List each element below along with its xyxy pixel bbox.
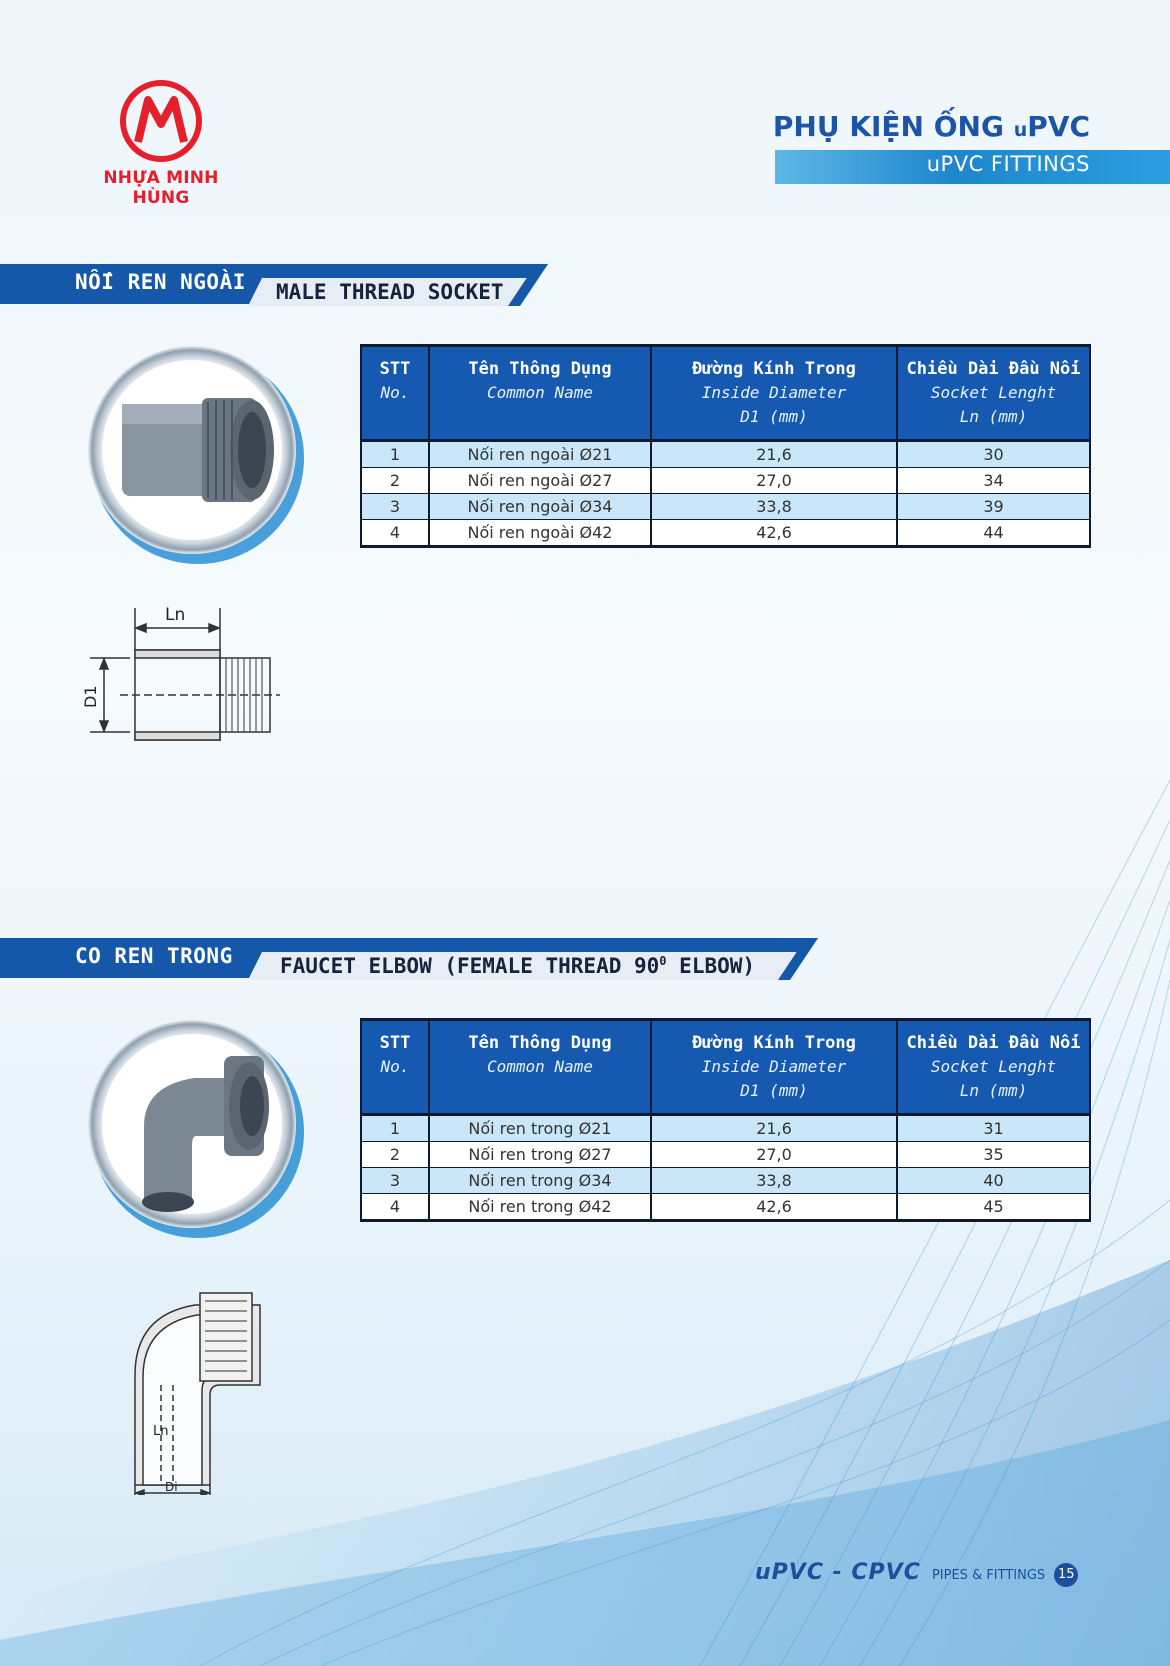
col-header-name: Tên Thông Dụng Common Name	[429, 346, 651, 441]
cell-no: 1	[361, 441, 429, 468]
table-row	[361, 520, 1090, 547]
page-footer	[755, 1560, 1078, 1590]
cell-name: Nối ren ngoài Ø27	[429, 468, 651, 494]
cell-no: 2	[361, 468, 429, 494]
cell-diameter: 21,6	[651, 441, 897, 468]
cell-no: 3	[361, 494, 429, 520]
cell-diameter: 33,8	[651, 494, 897, 520]
brand-logo	[76, 78, 246, 208]
cell-name: Nối ren trong Ø42	[429, 1194, 651, 1221]
cell-diameter: 33,8	[651, 1168, 897, 1194]
cell-diameter: 42,6	[651, 1194, 897, 1221]
cell-name: Nối ren trong Ø21	[429, 1115, 651, 1142]
section-title-vn: NỐI REN NGOÀI	[75, 270, 246, 294]
diagram-label-ln: Ln	[165, 605, 186, 625]
male-thread-socket-photo	[84, 342, 306, 564]
spec-table-male-thread	[360, 344, 1091, 548]
section-header-male-thread	[0, 264, 820, 310]
cell-length: 40	[897, 1168, 1090, 1194]
section-title-en: MALE THREAD SOCKET	[276, 280, 504, 304]
male-thread-socket-diagram	[80, 600, 300, 750]
table-row	[361, 1194, 1090, 1221]
table-row	[361, 441, 1090, 468]
page-title: PHỤ KIỆN ỐNG uPVC	[772, 110, 1090, 143]
cell-diameter: 42,6	[651, 520, 897, 547]
cell-no: 4	[361, 1194, 429, 1221]
col-header-diameter: Đường Kính Trong Inside Diameter D1 (mm)	[651, 1020, 897, 1115]
cell-name: Nối ren ngoài Ø34	[429, 494, 651, 520]
table-row	[361, 468, 1090, 494]
diagram-label-ln: Ln	[153, 1424, 169, 1439]
page-subtitle: uPVC FITTINGS	[926, 152, 1090, 176]
section-header-faucet-elbow	[0, 938, 820, 984]
cell-name: Nối ren trong Ø27	[429, 1142, 651, 1168]
cell-length: 31	[897, 1115, 1090, 1142]
col-header-name: Tên Thông Dụng Common Name	[429, 1020, 651, 1115]
diagram-label-d: D1	[81, 685, 100, 708]
cell-length: 35	[897, 1142, 1090, 1168]
table-row	[361, 1115, 1090, 1142]
col-header-length: Chiều Dài Đầu Nối Socket Lenght Ln (mm)	[897, 1020, 1090, 1115]
table-header-row	[361, 1020, 1090, 1115]
table-row	[361, 1168, 1090, 1194]
cell-name: Nối ren trong Ø34	[429, 1168, 651, 1194]
cell-no: 4	[361, 520, 429, 547]
cell-length: 44	[897, 520, 1090, 547]
cell-no: 3	[361, 1168, 429, 1194]
minh-hung-logo-icon	[118, 78, 204, 164]
col-header-no: STT No.	[361, 346, 429, 441]
spec-table-faucet-elbow	[360, 1018, 1091, 1222]
cell-diameter: 27,0	[651, 1142, 897, 1168]
col-header-diameter: Đường Kính Trong Inside Diameter D1 (mm)	[651, 346, 897, 441]
table-header-row	[361, 346, 1090, 441]
col-header-length: Chiều Dài Đầu Nối Socket Lenght Ln (mm)	[897, 346, 1090, 441]
cell-length: 30	[897, 441, 1090, 468]
cell-length: 45	[897, 1194, 1090, 1221]
footer-tagline: PIPES & FITTINGS	[931, 1568, 1046, 1583]
faucet-elbow-photo	[84, 1016, 306, 1238]
cell-length: 34	[897, 468, 1090, 494]
cell-no: 2	[361, 1142, 429, 1168]
cell-diameter: 21,6	[651, 1115, 897, 1142]
diagram-label-d: Di	[165, 1480, 178, 1494]
footer-brand: uPVC - CPVC	[755, 1560, 921, 1585]
logo-text: NHỰA MINH HÙNG	[103, 168, 219, 208]
section-title-en: FAUCET ELBOW (FEMALE THREAD $90^0$ ELBOW)	[280, 954, 756, 978]
faucet-elbow-diagram	[125, 1285, 285, 1495]
col-header-no: STT No.	[361, 1020, 429, 1115]
page-number: 15	[1054, 1563, 1078, 1587]
table-row	[361, 1142, 1090, 1168]
section-title-vn: CO REN TRONG	[75, 944, 233, 968]
cell-name: Nối ren ngoài Ø42	[429, 520, 651, 547]
cell-length: 39	[897, 494, 1090, 520]
cell-name: Nối ren ngoài Ø21	[429, 441, 651, 468]
cell-diameter: 27,0	[651, 468, 897, 494]
cell-no: 1	[361, 1115, 429, 1142]
table-row	[361, 494, 1090, 520]
